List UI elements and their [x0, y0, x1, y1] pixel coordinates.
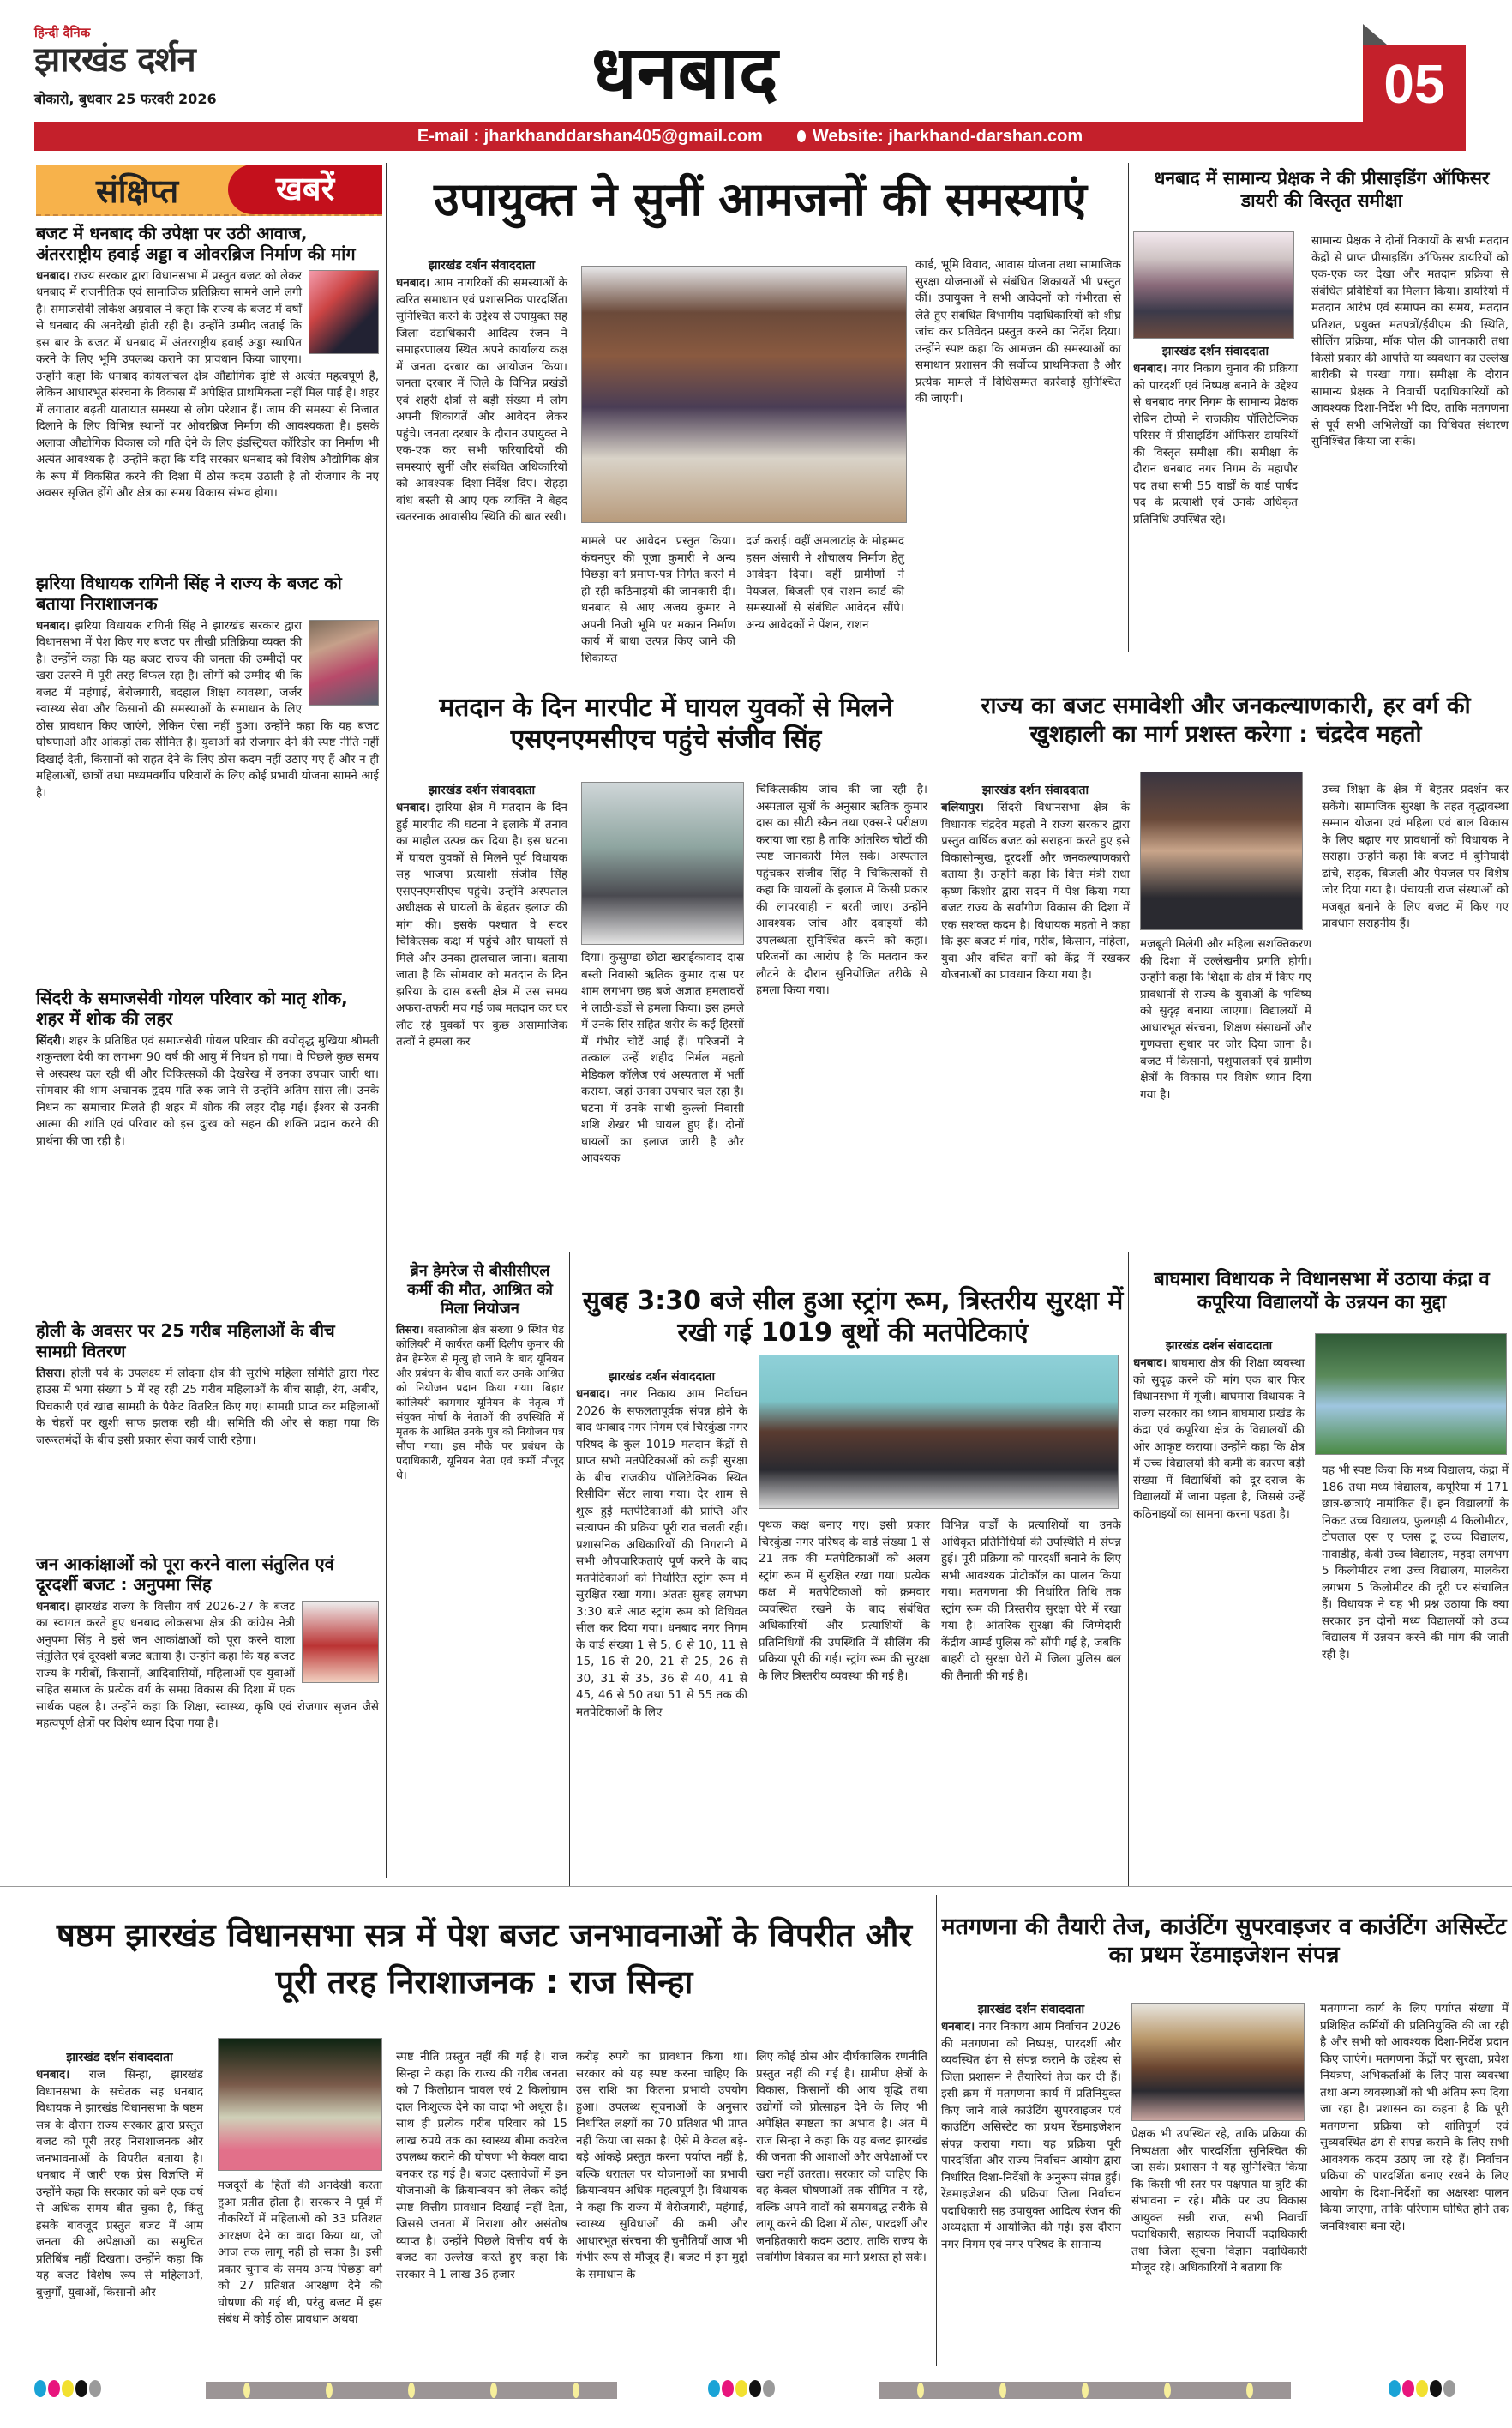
article-body: बलियापुर। सिंदरी विधानसभा क्षेत्र के विधायक चंद्रदेव महतो ने राज्य सरकार द्वारा प्रस्तुत वार्षिक बजट को सराहना करते हुए इसे विकासोन्मुख, दूरदर्शी और जनकल्याणकारी बताया है। उन्होंने कहा कि वित्त मंत्री राधा कृष्ण किशोर द्वारा सदन में पेश किया गया बजट राज्य के सर्वांगीण विकास की दिशा में एक सशक्त कदम है। विधायक महतो ने कहा कि इस बजट में गांव, गरीब, किसान, महिला, युवा और वंचित वर्गों को केंद्र में रखकर योजनाओं का प्रावधान किया गया है। — [941, 801, 1130, 982]
strongroom-col-2 — [759, 1518, 930, 1685]
article-body: यह भी स्पष्ट किया कि मध्य विद्यालय, कंद्रा में 186 तथा मध्य विद्यालय, कपूरिया में 171 छात्र-छात्राएं नामांकित हैं। इन विद्यालयों के निकट उच्च विद्यालय, फुलगड़ी 4 किलोमीटर, टोपलाल एस ए प्लस टू उच्च विद्यालय, नावाडीह, केबी उच्च विद्यालय, महदा लगभग 5 किलोमीटर तथा उच्च विद्यालय, मालकेरा लगभग 5 किलोमीटर की दूरी पर संचालित हैं। विधायक ने यह भी प्रश्न उठाया कि क्या सरकार इन दोनों मध्य विद्यालयों को उच्च विद्यालय में उन्नयन करने की मांग की जाती रही है। — [1322, 1463, 1509, 1662]
byline: झारखंड दर्शन संवाददाता — [428, 259, 536, 273]
byline: झारखंड दर्शन संवाददाता — [981, 784, 1089, 797]
article-body: मतगणना कार्य के लिए पर्याप्त संख्या में प्रशिक्षित कर्मियों की प्रतिनियुक्ति की जा रही है और सभी को आवश्यक दिशा-निर्देश प्रदान किए जाएंगे। मतगणना केंद्रों पर सुरक्षा, प्रवेश नियंत्रण, अभिकर्ताओं के लिए पास व्यवस्था तथा अन्य व्यवस्थाओं को भी अंतिम रूप दिया जा रहा है। प्रशासन का कहना है कि पूरी मतगणना प्रक्रिया को शांतिपूर्ण एवं सुव्यवस्थित ढंग से संपन्न कराने के लिए सभी आवश्यक कदम उठाए जा रहे हैं। निर्वाचन प्रक्रिया की पारदर्शिता बनाए रखने के लिए आयोग के दिशा-निर्देशों का अक्षरशः पालन किया जाएगा, ताकि परिणाम घोषित होने तक जनविश्वास बना रहे। — [1320, 2002, 1509, 2233]
website-link[interactable]: Website: jharkhand-darshan.com — [812, 126, 1083, 146]
article-body: पृथक कक्ष बनाए गए। इसी प्रकार चिरकुंडा नगर परिषद के वार्ड संख्या 1 से 21 तक की मतपेटिकाओं को अलग स्ट्रांग रूम में सुरक्षित रखा गया। प्रत्येक कक्ष में मतपेटिकाओं को क्रमवार व्यवस्थित रखने के बाद संबंधित अधिकारियों और प्रत्याशियों के प्रतिनिधियों की उपस्थिति में सीलिंग की प्रक्रिया पूरी की गई। स्ट्रांग रूम की सुरक्षा के लिए त्रिस्तरीय व्यवस्था की गई है। — [759, 1518, 930, 1683]
strongroom-headline[interactable]: सुबह 3:30 बजे सील हुआ स्ट्रांग रूम, त्रिस्तरीय सुरक्षा में रखी गई 1019 बूथों की मतपेटिकाएं — [582, 1286, 1124, 1348]
assault-col-3 — [756, 782, 927, 1000]
tagline: हिन्दी दैनिक — [34, 25, 91, 40]
newspaper-logo: झारखंड दर्शन — [34, 40, 195, 80]
article-body: चिकित्सकीय जांच की जा रही है। अस्पताल सूत्रों के अनुसार ऋतिक कुमार दास का सीटी स्कैन तथा एक्स-रे परीक्षण कराया जा रहा है ताकि आंतरिक चोटों की स्पष्ट जानकारी मिल सके। अस्पताल पहुंचकर संजीव सिंह ने चिकित्सकों से कहा कि घायलों के इलाज में किसी प्रकार की लापरवाही न बरती जाए। उन्होंने आवश्यक जांच और दवाइयों की उपलब्धता सुनिश्चित करने को कहा। परिजनों का आरोप है कि मतदान कर लौटने के दौरान सुनियोजित तरीके से हमला किया गया। — [756, 783, 927, 997]
counting-col-2 — [1131, 2126, 1307, 2277]
brief-item-1 — [36, 223, 379, 502]
article-body: कार्ड, भूमि विवाद, आवास योजना तथा सामाजिक सुरक्षा योजनाओं से संबंधित शिकायतें भी प्रस्तुत कीं। उपायुक्त ने सभी आवेदनों को गंभीरता से लेते हुए संबंधित विभागीय पदाधिकारियों को शीघ्र जांच कर प्रतिवेदन प्रस्तुत करने का निर्देश दिया। उन्होंने स्पष्ट कहा कि आमजन की समस्याओं का समाधान प्रशासन की सर्वोच्च प्राथमिकता है और प्रत्येक मामले में विधिसम्मत कार्रवाई सुनिश्चित की जाएगी। — [915, 258, 1121, 406]
article-body: सिंदरी। शहर के प्रतिष्ठित एवं समाजसेवी गोयल परिवार की वयोवृद्ध मुखिया श्रीमती शकुन्तला देवी का लगभग 90 वर्ष की आयु में निधन हो गया। वे पिछले कुछ समय से अस्वस्थ चल रही थीं और चिकित्सकों की देखरेख में उनका उपचार जारी था। सोमवार की शाम अचानक हृदय गति रुक जाने से उन्होंने अंतिम सांस ली। उनके निधन का समाचार मिलते ही शहर में शोक की लहर दौड़ गई। ईश्वर से उनकी आत्मा की शांति एवं परिवार को इस दुःख को सहन की शक्ति प्रदान करने की प्रार्थना की जा रही है। — [36, 1033, 379, 1148]
baghmara-col-2 — [1322, 1463, 1509, 1663]
article-body: धनबाद। बाघमारा क्षेत्र की शिक्षा व्यवस्था को सुदृढ़ करने की मांग एक बार फिर विधानसभा में गूंजी। बाघमारा विधायक ने राज्य सरकार का ध्यान बाघमारा प्रखंड के कंद्रा एवं कपूरिया क्षेत्र के विद्यालयों की ओर आकृष्ट कराया। उन्होंने कहा कि क्षेत्र में उच्च विद्यालयों की कमी के कारण बड़ी संख्या में विद्यार्थियों को दूर-दराज के विद्यालयों में जाना पड़ता है, जिससे उन्हें कठिनाइयों का सामना करना पड़ता है। — [1133, 1356, 1305, 1521]
photo-ragini-singh — [309, 620, 379, 706]
article-body: विभिन्न वार्डों के प्रत्याशियों या उनके अधिकृत प्रतिनिधियों की उपस्थिति में संपन्न हुई। पूरी प्रक्रिया को पारदर्शी बनाने के लिए सभी आवश्यक प्रोटोकॉल का पालन किया गया। मतगणना की निर्धारित तिथि तक स्ट्रांग रूम की त्रिस्तरीय सुरक्षा घेरे में रखा गया है। आंतरिक सुरक्षा की जिम्मेदारी केंद्रीय आर्म्ड पुलिस को सौंपी गई है, जबकि बाहरी दो सुरक्षा घेरों में जिला पुलिस बल की तैनाती की गई है। — [941, 1518, 1121, 1683]
masthead-brand-block — [34, 24, 217, 108]
section-divider — [0, 1886, 1512, 1887]
budget-col-2 — [1140, 936, 1311, 1103]
dateline: बोकारो, बुधवार 25 फरवरी 2026 — [34, 91, 217, 107]
lead-photo-janata-darbar — [581, 266, 907, 523]
email-link[interactable]: E-mail : jharkhanddarshan405@gmail.com — [417, 126, 763, 146]
counting-col-1 — [941, 2001, 1121, 2253]
counting-col-3 — [1320, 2001, 1509, 2235]
budget-col-1 — [941, 782, 1130, 984]
lead-headline[interactable]: उपायुक्त ने सुनीं आमजनों की समस्याएं — [434, 171, 1087, 226]
lead-col-2 — [581, 533, 735, 667]
article-body: दिया। कुसुण्डा छोटा खराईकावाद दास बस्ती निवासी ऋतिक कुमार दास पर शाम लगभग छह बजे अज्ञात हमलावरों ने लाठी-डंडों से हमला किया। इस हमले में उनके सिर सहित शरीर के कई हिस्सों में गंभीर चोटें आई हैं। परिजनों ने तत्काल उन्हें शहीद निर्मल महतो मेडिकल कॉलेज एवं अस्पताल में भर्ती कराया, जहां उनका उपचार चल रहा है। घटना में उनके साथी कुल्लो निवासी शशि शेखर भी घायल हुए हैं। दोनों घायलों का इलाज जारी है और आवश्यक — [581, 951, 744, 1165]
article-body: दर्ज कराई। वहीं अमलाटांड़ के मोहम्मद हसन अंसारी ने शौचालय निर्माण हेतु आवेदन दिया। वहीं ग्रामीणों ने पेयजल, बिजली एवं राशन कार्ड की समस्याओं से संबंधित आवेदन सौंपे। अन्य आवेदकों ने पेंशन, राशन — [746, 534, 904, 632]
photo-baghmara-mla — [1315, 1333, 1507, 1455]
headline[interactable]: जन आकांक्षाओं को पूरा करने वाला संतुलित एवं दूरदर्शी बजट : अनुपमा सिंह — [36, 1554, 334, 1596]
color-registration-dots — [1389, 2380, 1455, 2397]
rajsinha-col-4 — [576, 2049, 747, 2283]
budget-headline[interactable]: राज्य का बजट समावेशी और जनकल्याणकारी, हर वर्ग की खुशहाली का मार्ग प्रशस्त करेगा : चंद्रदेव महतो — [981, 693, 1471, 748]
byline: झारखंड दर्शन संवाददाता — [608, 1370, 716, 1384]
byline: झारखंड दर्शन संवाददाता — [1161, 345, 1269, 358]
column-divider — [1128, 1252, 1129, 1886]
budget-col-3 — [1322, 782, 1509, 933]
article-body: करोड़ रुपये का प्रावधान किया था। सरकार को यह स्पष्ट करना चाहिए कि उस राशि का कितना प्रभावी उपयोग हुआ। उपलब्ध सूचनाओं के अनुसार निर्धारित लक्ष्यों का 70 प्रतिशत भी प्राप्त नहीं किया जा सका है। ऐसे में केवल बड़े-बड़े आंकड़े प्रस्तुत करना पर्याप्त नहीं है, बल्कि धरातल पर योजनाओं का प्रभावी क्रियान्वयन अधिक महत्वपूर्ण है। विधायक ने कहा कि राज्य में बेरोजगारी, महंगाई, स्वास्थ्य सुविधाओं की कमी और आधारभूत संरचना की चुनौतियाँ आज भी गंभीर रूप से मौजूद हैं। बजट में इन मुद्दों के समाधान के — [576, 2050, 747, 2281]
strongroom-photo — [759, 1355, 1119, 1509]
counting-photo — [1131, 2003, 1305, 2121]
article-body: मजदूरों के हितों की अनदेखी करता हुआ प्रतीत होता है। सरकार ने पूर्व में नौकरियों में महिलाओं को 33 प्रतिशत आरक्षण देने का वादा किया था, जो आज तक लागू नहीं हो सका है। इसी प्रकार चुनाव के समय अन्य पिछड़ा वर्ग को 27 प्रतिशत आरक्षण देने की घोषणा की गई थी, परंतु बजट में इस संबंध में कोई ठोस प्रावधान अथवा — [218, 2179, 382, 2326]
article-body: लिए कोई ठोस और दीर्घकालिक रणनीति प्रस्तुत नहीं की गई है। ग्रामीण क्षेत्रों के विकास, किसानों की आय वृद्धि तथा उद्योगों को प्रोत्साहन देने के लिए भी अपेक्षित स्पष्टता का अभाव है। अंत में राज सिन्हा ने कहा कि यह बजट झारखंड की जनता की आशाओं और अपेक्षाओं पर खरा नहीं उतरता। सरकार को चाहिए कि वह केवल घोषणाओं तक सीमित न रहे, बल्कि अपने वादों को समयबद्ध तरीके से लागू करने की दिशा में ठोस, पारदर्शी और जनहितकारी कदम उठाए, ताकि राज्य के सर्वांगीण विकास का मार्ग प्रशस्त हो सके। — [756, 2050, 927, 2264]
brief-item-3 — [36, 988, 379, 1150]
rajsinha-col-5 — [756, 2049, 927, 2267]
strongroom-col-1 — [576, 1368, 747, 1721]
rajsinha-col-1 — [36, 2049, 203, 2301]
observer-col-1 — [1133, 343, 1298, 528]
contact-bar — [34, 122, 1466, 151]
page-fold-icon — [1363, 24, 1387, 45]
briefs-header-right: खबरें — [228, 165, 382, 214]
rajsinha-headline[interactable]: षष्ठम झारखंड विधानसभा सत्र में पेश बजट जनभावनाओं के विपरीत और पूरी तरह निराशाजनक : राज सिन्हा — [56, 1916, 913, 2002]
baghmara-col-1 — [1133, 1337, 1305, 1523]
strongroom-col-3 — [941, 1518, 1121, 1685]
lead-col-1 — [396, 257, 567, 526]
article-body: धनबाद। नगर निकाय चुनाव की प्रक्रिया को पारदर्शी एवं निष्पक्ष बनाने के उद्देश्य से धनबाद नगर निगम के सामान्य प्रेक्षक रोबिन टोप्पो ने राजकीय पॉलिटेक्निक परिसर में प्रीसाइडिंग ऑफिसर डायरियों की विस्तृत समीक्षा की। समीक्षा के दौरान धनबाद नगर निगम के महापौर पद तथा सभी 55 वार्डों के वार्ड पार्षद पद के प्रत्याशी एवं उनके अधिकृत प्रतिनिधि उपस्थित रहे। — [1133, 362, 1298, 526]
headline[interactable]: होली के अवसर पर 25 गरीब महिलाओं के बीच सामग्री वितरण — [36, 1320, 335, 1362]
article-body: धनबाद। राज सिन्हा, झारखंड विधानसभा के सचेतक सह धनबाद विधायक ने झारखंड विधानसभा के षष्ठम सत्र के दौरान राज्य सरकार द्वारा प्रस्तुत बजट को पूरी तरह निराशाजनक और जनभावनाओं के विपरीत बताया है। धनबाद में जारी एक प्रेस विज्ञप्ति में उन्होंने कहा कि सरकार को बने एक वर्ष से अधिक समय बीत चुका है, किंतु इसके बावजूद प्रस्तुत बजट में आम जनता की अपेक्षाओं का समुचित प्रतिबिंब नहीं दिखता। उन्होंने कहा कि यह बजट विशेष रूप से महिलाओं, बुजुर्गों, युवाओं, किसानों और — [36, 2068, 203, 2299]
byline: झारखंड दर्शन संवाददाता — [977, 2003, 1085, 2016]
article-body: धनबाद। आम नागरिकों की समस्याओं के त्वरित समाधान एवं प्रशासनिक पारदर्शिता सुनिश्चित करने के उद्देश्य से उपायुक्त सह जिला दंडाधिकारी आदित्य रंजन ने समाहरणालय स्थित अपने कार्यालय कक्ष में जनता दरबार का आयोजन किया। जनता दरबार में जिले के विभिन्न प्रखंडों एवं शहरी क्षेत्रों से बड़ी संख्या में लोग अपनी शिकायतें और आवेदन लेकर पहुंचे। जनता दरबार के दौरान उपायुक्त ने एक-एक कर सभी फरियादियों की समस्याएं सुनीं और संबंधित अधिकारियों को आवश्यक दिशा-निर्देश दिए। रोहड़ा बांध बस्ती से आए एक व्यक्ति ने बेहद खतरनाक आवासीय स्थिति की बात रखी। — [396, 276, 567, 524]
article-body: धनबाद। झारखंड राज्य के वित्तीय वर्ष 2026-27 के बजट का स्वागत करते हुए धनबाद लोकसभा क्षेत्र की कांग्रेस नेत्री अनुपमा सिंह ने इसे जन आकांक्षाओं को पूरा करने वाला संतुलित एवं दूरदर्शी बजट बताया है। उन्होंने कहा कि यह बजट राज्य के गरीबों, किसानों, आदिवासियों, महिलाओं एवं युवाओं सहित समाज के प्रत्येक वर्ग के समग्र विकास की दिशा में एक सार्थक पहल है। उन्होंने कहा कि शिक्षा, स्वास्थ्य, कृषि एवं रोजगार सृजन जैसे महत्वपूर्ण क्षेत्रों पर विशेष ध्यान दिया गया है। — [36, 1599, 379, 1731]
article-body: प्रेक्षक भी उपस्थित रहे, ताकि प्रक्रिया की निष्पक्षता और पारदर्शिता सुनिश्चित की जा सके। प्रशासन ने यह सुनिश्चित किया कि किसी भी स्तर पर पक्षपात या त्रुटि की संभावना न रहे। मौके पर उप विकास आयुक्त सन्नी राज, सभी निवार्ची पदाधिकारी, सहायक निवार्ची पदाधिकारी तथा जिला सूचना विज्ञान पदाधिकारी मौजूद रहे। अधिकारियों ने बताया कि — [1131, 2127, 1307, 2275]
color-registration-dots — [34, 2380, 101, 2397]
article-body: धनबाद। नगर निकाय आम निर्वाचन 2026 के सफलतापूर्वक संपन्न होने के बाद धनबाद नगर निगम एवं चिरकुंडा नगर परिषद के कुल 1019 मतदान केंद्रों से प्राप्त सभी मतपेटिकाओं को कड़ी सुरक्षा के बीच राजकीय पॉलिटेक्निक स्थित रिसीविंग सेंटर लाया गया। देर शाम से शुरू हुई मतपेटिकाओं की प्राप्ति और सत्यापन की प्रक्रिया पूरी रात चलती रही। प्रशासनिक अधिकारियों की निगरानी में सभी औपचारिकताएं पूर्ण करने के बाद मतपेटिकाओं को निर्धारित स्ट्रांग रूम में सुरक्षित रखा गया। अंततः सुबह लगभग 3:30 बजे आठ स्ट्रांग रूम को विधिवत सील कर दिया गया। धनबाद नगर निगम के वार्ड संख्या 1 से 5, 6 से 10, 11 से 15, 16 से 20, 21 से 25, 26 से 30, 31 से 35, 36 से 40, 41 से 45, 46 से 50 तथा 51 से 55 तक की मतपेटिकाओं के लिए — [576, 1387, 747, 1719]
article-body: तिसरा। बस्ताकोला क्षेत्र संख्या 9 स्थित घेड़ कोलियरी में कार्यरत कर्मी दिलीप कुमार की ब्रेन हेमरेज से मृत्यु हो जाने के बाद यूनियन और प्रबंधन के बीच वार्ता कर उनके आश्रित को नियोजन प्रदान किया गया। बिहार कोलियरी कामगार यूनियन के नेतृत्व में संयुक्त मोर्चा के नेताओं की उपस्थिति में मृतक के आश्रित उनके पुत्र को नियोजन पत्र सौंपा गया। इस मौके पर प्रबंधन के पदाधिकारी, यूनियन नेता एवं कर्मी मौजूद थे। — [396, 1322, 564, 1481]
brief-item-4 — [36, 1320, 379, 1449]
assault-headline[interactable]: मतदान के दिन मारपीट में घायल युवकों से मिलने एसएनएमसीएच पहुंचे संजीव सिंह — [439, 693, 893, 754]
column-divider — [569, 1252, 570, 1886]
column-divider — [936, 1895, 937, 2366]
headline[interactable]: बजट में धनबाद की उपेक्षा पर उठी आवाज, अंतरराष्ट्रीय हवाई अड्डा व ओवरब्रिज निर्माण की मांग — [36, 223, 356, 265]
color-registration-dots — [708, 2380, 775, 2397]
brief-item-2 — [36, 573, 379, 802]
assault-photo-hospital — [581, 782, 744, 945]
registration-bar — [206, 2382, 617, 2399]
byline: झारखंड दर्शन संवाददाता — [1165, 1339, 1273, 1353]
briefs-header-left: संक्षिप्त — [96, 172, 179, 210]
headline[interactable]: सिंदरी के समाजसेवी गोयल परिवार को मातृ शोक, शहर में शोक की लहर — [36, 988, 348, 1030]
article-body: धनबाद। झरिया विधायक रागिनी सिंह ने झारखंड सरकार द्वारा विधानसभा में पेश किए गए बजट पर तीखी प्रतिक्रिया व्यक्त की है। उन्होंने कहा कि यह बजट राज्य की जनता की उम्मीदों पर खरा उतरने में पूरी तरह विफल रहा है। लोगों को उम्मीद थी कि बजट में महंगाई, बेरोजगारी, बदहाल शिक्षा व्यवस्था, जर्जर स्वास्थ्य सेवा और किसानों की समस्याओं के समाधान के लिए ठोस प्रावधान किए जाएंगे, लेकिन ऐसा नहीं हुआ। उन्होंने कहा कि यह बजट घोषणाओं और आंकड़ों तक सीमित है। युवाओं को रोजगार देने की स्पष्ट नीति नहीं दिखाई देती, किसानों को राहत देने के लिए ठोस कदम नहीं उठाए गए हैं और न ही महिलाओं, छात्रों तथा मध्यमवर्गीय परिवारों के लिए कोई प्रभावी योजना सामने आई है। — [36, 618, 379, 800]
photo-anupama-singh — [302, 1601, 379, 1683]
article-body: मजबूती मिलेगी और महिला सशक्तिकरण की दिशा में उल्लेखनीय प्रगति होगी। उन्होंने कहा कि शिक्षा के क्षेत्र में किए गए प्रावधानों से राज्य के युवाओं के भविष्य को सुदृढ़ बनाया जाएगा। विद्यालयों में आधारभूत संरचना, शिक्षण संसाधनों और गुणवत्ता सुधार पर जोर दिया जाना है। बजट में किसानों, पशुपालकों एवं ग्रामीण क्षेत्रों के विकास पर विशेष ध्यान दिया गया है। — [1140, 937, 1311, 1102]
lead-col-3 — [746, 533, 904, 634]
column-divider — [386, 163, 387, 1878]
observer-photo — [1133, 231, 1294, 339]
registration-bar — [879, 2382, 1291, 2399]
bccl-story — [396, 1262, 564, 1482]
rajsinha-col-2 — [218, 2178, 382, 2329]
briefs-header — [36, 165, 382, 216]
baghmara-headline[interactable]: बाघमारा विधायक ने विधानसभा में उठाया कंद्रा व कपूरिया विद्यालयों के उन्नयन का मुद्दा — [1154, 1269, 1490, 1313]
page-number: 05 — [1363, 45, 1466, 123]
photo-chandradev-mahto — [1140, 772, 1303, 930]
assault-col-2 — [581, 950, 744, 1168]
lead-col-4 — [915, 257, 1121, 408]
bullet-icon — [797, 130, 806, 142]
headline[interactable]: ब्रेन हेमरेज से बीसीसीएल कर्मी की मौत, आश्रित को मिला नियोजन — [407, 1262, 553, 1318]
assault-col-1 — [396, 782, 567, 1051]
article-body: उच्च शिक्षा के क्षेत्र में बेहतर प्रदर्शन कर सकेंगे। सामाजिक सुरक्षा के तहत वृद्धावस्था सम्मान योजना एवं महिला एवं बाल विकास के लिए बढ़ाए गए प्रावधानों को विधायक ने सराहा। उन्होंने कहा कि बजट में बुनियादी ढांचे, सड़क, बिजली और पेयजल पर विशेष जोर दिया गया है। पंचायती राज संस्थाओं को मजबूत बनाने के लिए बजट में किए गए प्रावधान सराहनीय हैं। — [1322, 783, 1509, 930]
brief-item-5 — [36, 1554, 379, 1733]
byline: झारखंड दर्शन संवाददाता — [66, 2051, 173, 2064]
photo-raj-sinha — [218, 2038, 382, 2171]
observer-col-2 — [1311, 233, 1509, 451]
byline: झारखंड दर्शन संवाददाता — [428, 784, 536, 797]
headline[interactable]: झरिया विधायक रागिनी सिंह ने राज्य के बजट को बताया निराशाजनक — [36, 573, 342, 615]
article-body: मामले पर आवेदन प्रस्तुत किया। कंचनपुर की पूजा कुमारी ने अन्य पिछड़ा वर्ग प्रमाण-पत्र निर्गत करने में हो रही कठिनाइयों की जानकारी दी। धनबाद से आए अजय कुमार ने अपनी निजी भूमि पर मकान निर्माण कार्य में बाधा उत्पन्न किए जाने की शिकायत — [581, 534, 735, 665]
article-body: धनबाद। राज्य सरकार द्वारा विधानसभा में प्रस्तुत बजट को लेकर धनबाद में राजनीतिक एवं सामाजिक प्रतिक्रिया सामने आने लगी है। समाजसेवी लोकेश अग्रवाल ने कहा कि राज्य के बजट में वर्षों से धनबाद की अनदेखी होती रही है। उन्होंने उम्मीद जताई कि इस बार के बजट में धनबाद में अंतरराष्ट्रीय हवाई अड्डा स्थापित करने के लिए भूमि उपलब्ध कराने का प्रावधान किया जाएगा। उन्होंने कहा कि धनबाद कोयलांचल क्षेत्र औद्योगिक दृष्टि से अत्यंत महत्वपूर्ण है, लेकिन आधारभूत संरचना के विकास में अपेक्षित प्राथमिकता नहीं मिल पाई है। शहर में लगातार बढ़ती यातायात समस्या से लोग परेशान हैं। जाम की समस्या से निजात दिलाने के लिए विभिन्न स्थानों पर ओवरब्रिज निर्माण की आवश्यकता है। इसके अलावा औद्योगिक विकास को गति देने के लिए इंडस्ट्रियल कॉरिडोर का निर्माण भी अत्यंत आवश्यक है। उन्होंने कहा कि यदि सरकार धनबाद को विशेष औद्योगिक क्षेत्र के रूप में विकसित करने की दिशा में ठोस कदम उठाती है तो रोजगार के नए अवसर सृजित होंगे और क्षेत्र का समग्र विकास संभव होगा। — [36, 268, 379, 501]
section-title: धनबाद — [591, 29, 778, 116]
column-divider — [1128, 163, 1129, 652]
print-registration-marks — [0, 2375, 1512, 2401]
article-body: धनबाद। नगर निकाय आम निर्वाचन 2026 की मतगणना को निष्पक्ष, पारदर्शी और व्यवस्थित ढंग से संपन्न कराने के उद्देश्य से जिला प्रशासन ने तैयारियां तेज कर दी हैं। इसी क्रम में मतगणना कार्य में प्रतिनियुक्त किए जाने वाले काउंटिंग सुपरवाइजर एवं काउंटिंग असिस्टेंट का प्रथम रेंडमाइजेशन संपन्न कराया गया। यह प्रक्रिया पूरी पारदर्शिता और राज्य निर्वाचन आयोग द्वारा निर्धारित दिशा-निर्देशों के अनुरूप संपन्न हुई। रेंडमाइजेशन की प्रक्रिया जिला निर्वाचन पदाधिकारी सह उपायुक्त आदित्य रंजन की अध्यक्षता में आयोजित की गई। इस दौरान नगर निगम एवं नगर परिषद के सामान्य — [941, 2020, 1121, 2251]
article-body: सामान्य प्रेक्षक ने दोनों निकायों के सभी मतदान केंद्रों से प्राप्त प्रीसाइडिंग ऑफिसर डायरियों को एक-एक कर देखा और मतदान प्रक्रिया से संबंधित प्रविष्टियों का मिलान किया। डायरियों में मतदान आरंभ एवं समापन का समय, मतदान प्रतिशत, प्रयुक्त मतपत्रों/ईवीएम की स्थिति, सीलिंग प्रक्रिया, मॉक पोल की जानकारी तथा किसी प्रकार की आपत्ति या व्यवधान का उल्लेख बारीकी से परखा गया। समीक्षा के दौरान सामान्य प्रेक्षक ने निवार्ची पदाधिकारियों को आवश्यक दिशा-निर्देश भी दिए, ताकि मतगणना से पूर्व सभी अभिलेखों का विधिवत संधारण सुनिश्चित किया जा सके। — [1311, 234, 1509, 448]
article-body: स्पष्ट नीति प्रस्तुत नहीं की गई है। राज सिन्हा ने कहा कि राज्य की गरीब जनता को 7 किलोग्राम चावल एवं 2 किलोग्राम दाल निःशुल्क देने का वादा भी अधूरा है। साथ ही प्रत्येक गरीब परिवार को 15 लाख रुपये तक का स्वास्थ्य बीमा कवरेज उपलब्ध कराने की घोषणा भी केवल वादा बनकर रह गई है। बजट दस्तावेजों में इन योजनाओं के क्रियान्वयन को लेकर कोई स्पष्ट वित्तीय प्रावधान दिखाई नहीं देता, जिससे जनता में निराशा और असंतोष व्याप्त है। उन्होंने पिछले वित्तीय वर्ष के बजट का उल्लेख करते हुए कहा कि सरकार ने 1 लाख 36 हजार — [396, 2050, 567, 2281]
article-body: धनबाद। झरिया क्षेत्र में मतदान के दिन हुई मारपीट की घटना ने इलाके में तनाव का माहौल उत्पन्न कर दिया है। इस घटना में घायल युवकों से मिलने पूर्व विधायक सह भाजपा प्रत्याशी संजीव सिंह एसएनएमसीएच पहुंचे। उन्होंने अस्पताल अधीक्षक से घायलों के बेहतर इलाज की मांग की। इसके पश्चात वे सदर चिकित्सक कक्ष में पहुंचे और घायलों से मिले और उनका हालचाल जाना। बताया जाता है कि सोमवार को मतदान के दिन झरिया के दास बस्ती क्षेत्र में उस समय अफरा-तफरी मच गई जब मतदान कर घर लौट रहे युवकों पर कुछ असामाजिक तत्वों ने हमला कर — [396, 801, 567, 1049]
photo-lokesh-agrawal — [309, 270, 379, 354]
article-body: तिसरा। होली पर्व के उपलक्ष्य में लोदना क्षेत्र की सुरभि महिला समिति द्वारा गेस्ट हाउस में भगा संख्या 5 में रह रही 25 गरीब महिलाओं के बीच साड़ी, रंग, अबीर, पिचकारी एवं खाद्य सामग्री के पैकेट वितरित किए गए। सामग्री प्राप्त कर महिलाओं के चेहरों पर खुशी साफ झलक रही थी। समिति की ओर से कहा गया कि जरूरतमंदों के बीच इसी प्रकार सेवा कार्य जारी रहेगा। — [36, 1366, 379, 1447]
counting-headline[interactable]: मतगणना की तैयारी तेज, काउंटिंग सुपरवाइजर व काउंटिंग असिस्टेंट का प्रथम रेंडमाइजेशन संपन्न — [941, 1914, 1507, 1968]
observer-headline[interactable]: धनबाद में सामान्य प्रेक्षक ने की प्रीसाइडिंग ऑफिसर डायरी की विस्तृत समीक्षा — [1154, 168, 1490, 211]
rajsinha-col-3 — [396, 2049, 567, 2283]
